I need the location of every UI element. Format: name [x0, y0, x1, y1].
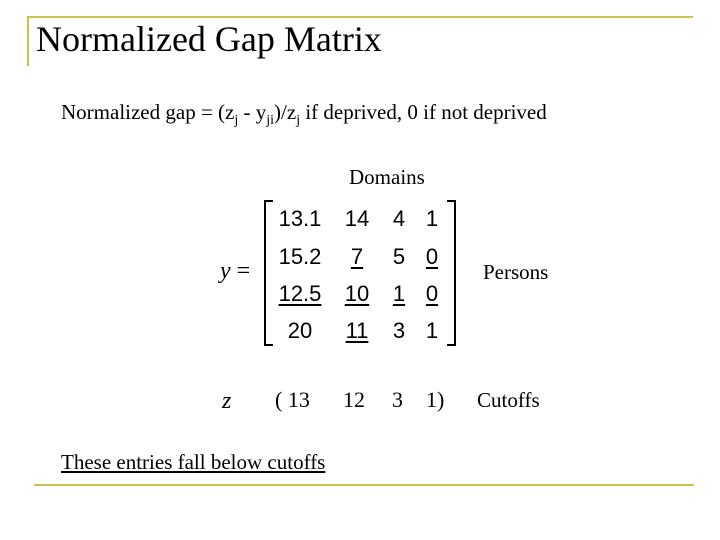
bottom-rule [34, 484, 694, 486]
formula-mid2: )/z [274, 100, 297, 124]
formula-suffix: if deprived, 0 if not deprived [300, 100, 547, 124]
matrix-cell: 12.5 [278, 281, 322, 306]
normalized-gap-formula [61, 100, 547, 129]
formula-prefix: Normalized gap = (z [61, 100, 235, 124]
cutoffs-label: Cutoffs [477, 388, 540, 412]
cutoff-close: 1) [426, 387, 445, 412]
matrix-cell: 4 [392, 206, 406, 231]
cutoff-value: 3 [392, 387, 403, 412]
matrix-cell: 14 [344, 206, 370, 231]
cutoff-open: ( 13 [275, 387, 310, 412]
y-equals [220, 258, 250, 285]
matrix-cell: 0 [425, 244, 439, 269]
cutoff-value: 12 [343, 387, 365, 412]
matrix-cell: 10 [344, 281, 370, 306]
below-cutoff-note: These entries fall below cutoffs [61, 450, 326, 474]
equals-sign: = [236, 258, 251, 284]
domains-label: Domains [349, 165, 425, 189]
matrix-cell: 1 [392, 281, 406, 306]
formula-sub-ji: ji [266, 113, 275, 129]
matrix-cell: 15.2 [278, 244, 322, 269]
matrix-cell: 1 [425, 318, 439, 343]
matrix-cell: 3 [392, 318, 406, 343]
z-symbol: z [222, 388, 232, 414]
title-side-rule [27, 16, 29, 66]
formula-sub-j: j [234, 113, 239, 129]
y-symbol: y [220, 258, 231, 284]
matrix-cell: 20 [287, 318, 313, 343]
persons-label: Persons [483, 260, 549, 284]
matrix-cell: 7 [350, 244, 364, 269]
formula-sub-j2: j [296, 113, 301, 129]
matrix-cell: 5 [392, 244, 406, 269]
matrix-cell: 0 [425, 281, 439, 306]
matrix-cell: 1 [425, 206, 439, 231]
formula-mid1: - y [238, 100, 267, 124]
matrix-cell: 11 [345, 318, 369, 343]
matrix-cell: 13.1 [278, 206, 322, 231]
slide-title: Normalized Gap Matrix [36, 19, 382, 59]
